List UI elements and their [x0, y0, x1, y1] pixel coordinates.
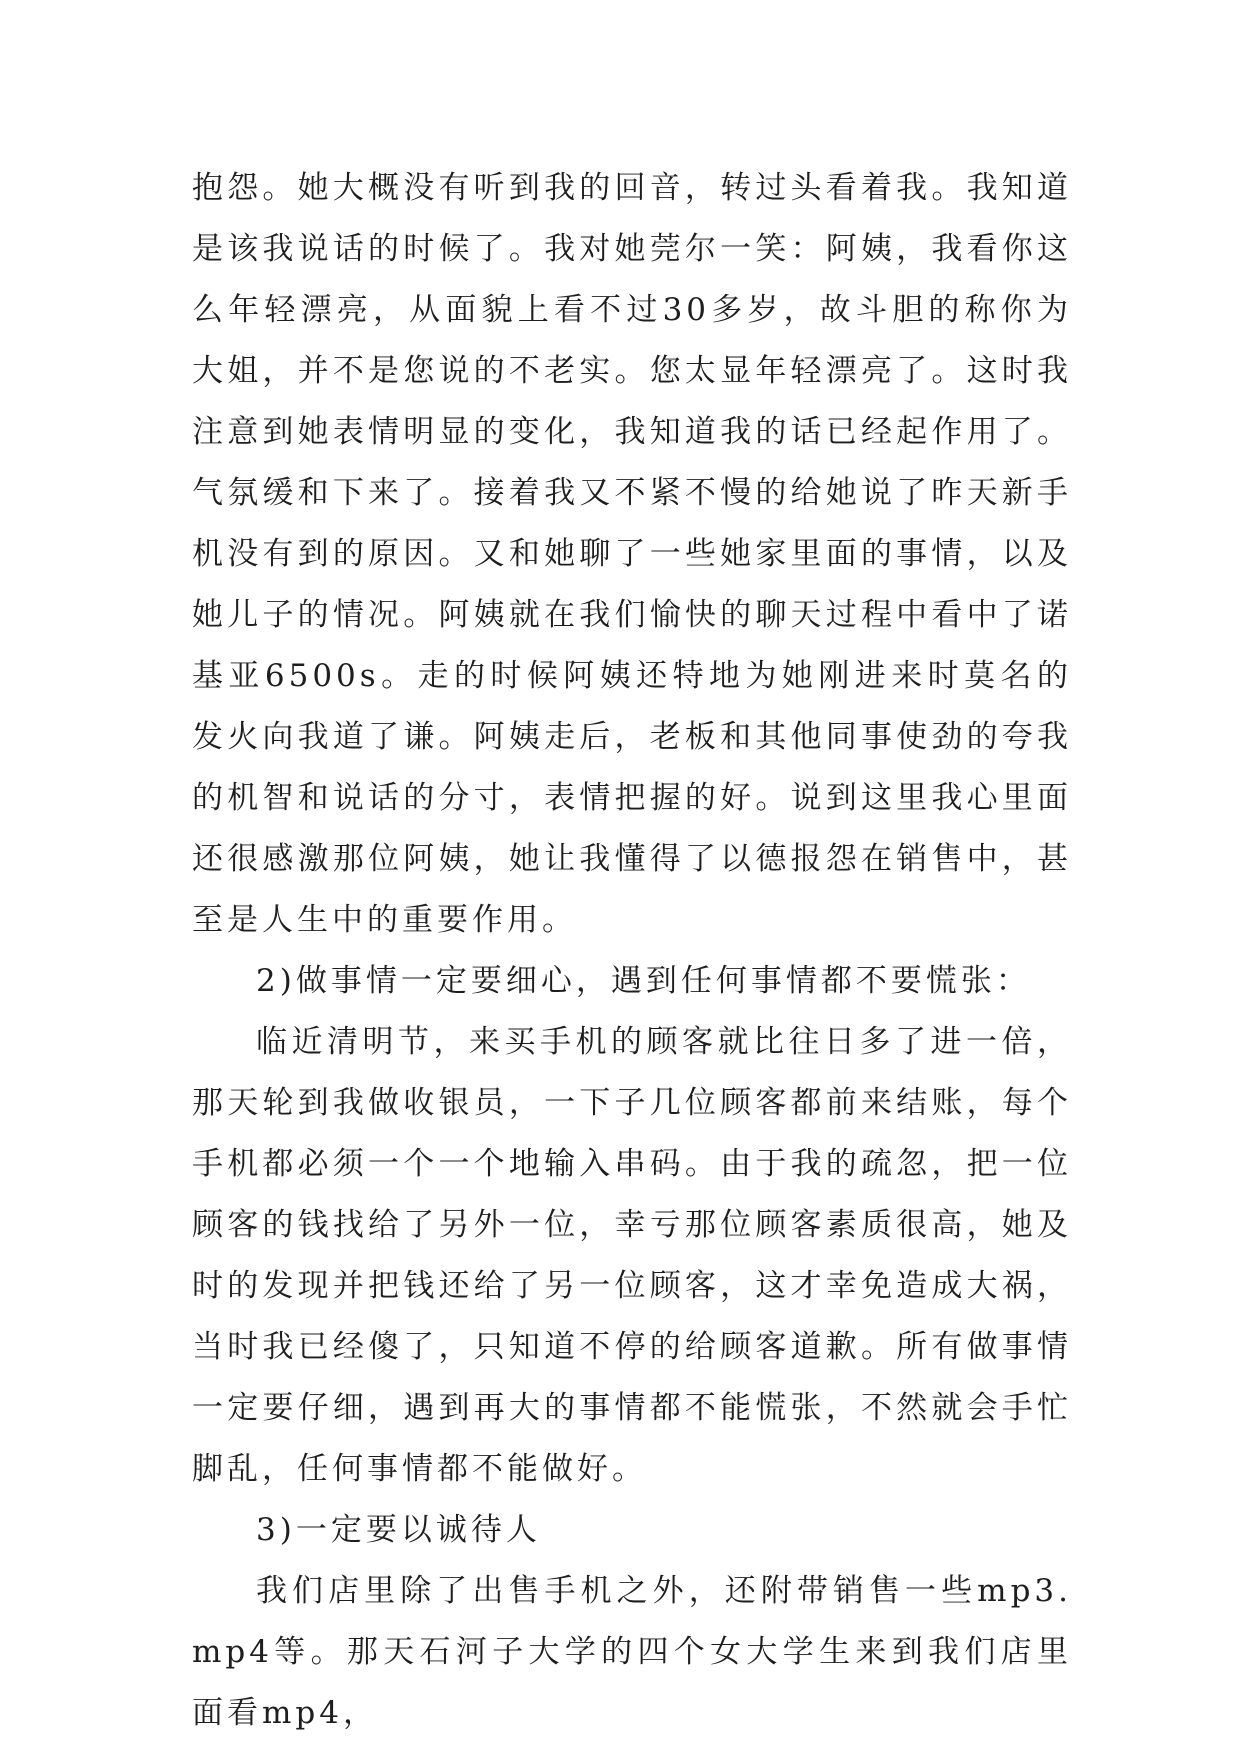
- paragraph-qingming-story: 临近清明节，来买手机的顾客就比往日多了进一倍，那天轮到我做收银员，一下子几位顾客都前来结账，每个手机都必须一个一个地输入串码。由于我的疏忽，把一位顾客的钱找给了另外一位，幸亏那位顾客素质很高，她及时的发现并把钱还给了另一位顾客，这才幸免造成大祸，当时我已经傻了，只知道不停的给顾客道歉。所有做事情一定要仔细，遇到再大的事情都不能慌张，不然就会手忙脚乱，任何事情都不能做好。: [192, 1024, 1072, 1487]
- paragraph-complaint-story: 抱怨。她大概没有听到我的回音，转过头看着我。我知道是该我说话的时候了。我对她莞尔一笑：阿姨，我看你这么年轻漂亮，从面貌上看不过30多岁，故斗胆的称你为大姐，并不是您说的不老实。您太显年轻漂亮了。这时我注意到她表情明显的变化，我知道我的话已经起作用了。气氛缓和下来了。接着我又不紧不慢的给她说了昨天新手机没有到的原因。又和她聊了一些她家里面的事情，以及她儿子的情况。阿姨就在我们愉快的聊天过程中看中了诺基亚6500s。走的时候阿姨还特地为她刚进来时莫名的发火向我道了谦。阿姨走后，老板和其他同事使劲的夸我的机智和说话的分寸，表情把握的好。说到这里我心里面还很感激那位阿姨，她让我懂得了以德报怨在销售中，甚至是人生中的重要作用。: [192, 170, 1072, 938]
- paragraph-mp4-story: 我们店里除了出售手机之外，还附带销售一些mp3.mp4等。那天石河子大学的四个女大学生来到我们店里面看mp4，: [192, 1573, 1072, 1731]
- document-body: [192, 158, 1072, 1744]
- heading-sincerity: 3)一定要以诚待人: [256, 1512, 541, 1548]
- heading-be-careful: 2)做事情一定要细心，遇到任何事情都不要慌张：: [256, 963, 1031, 999]
